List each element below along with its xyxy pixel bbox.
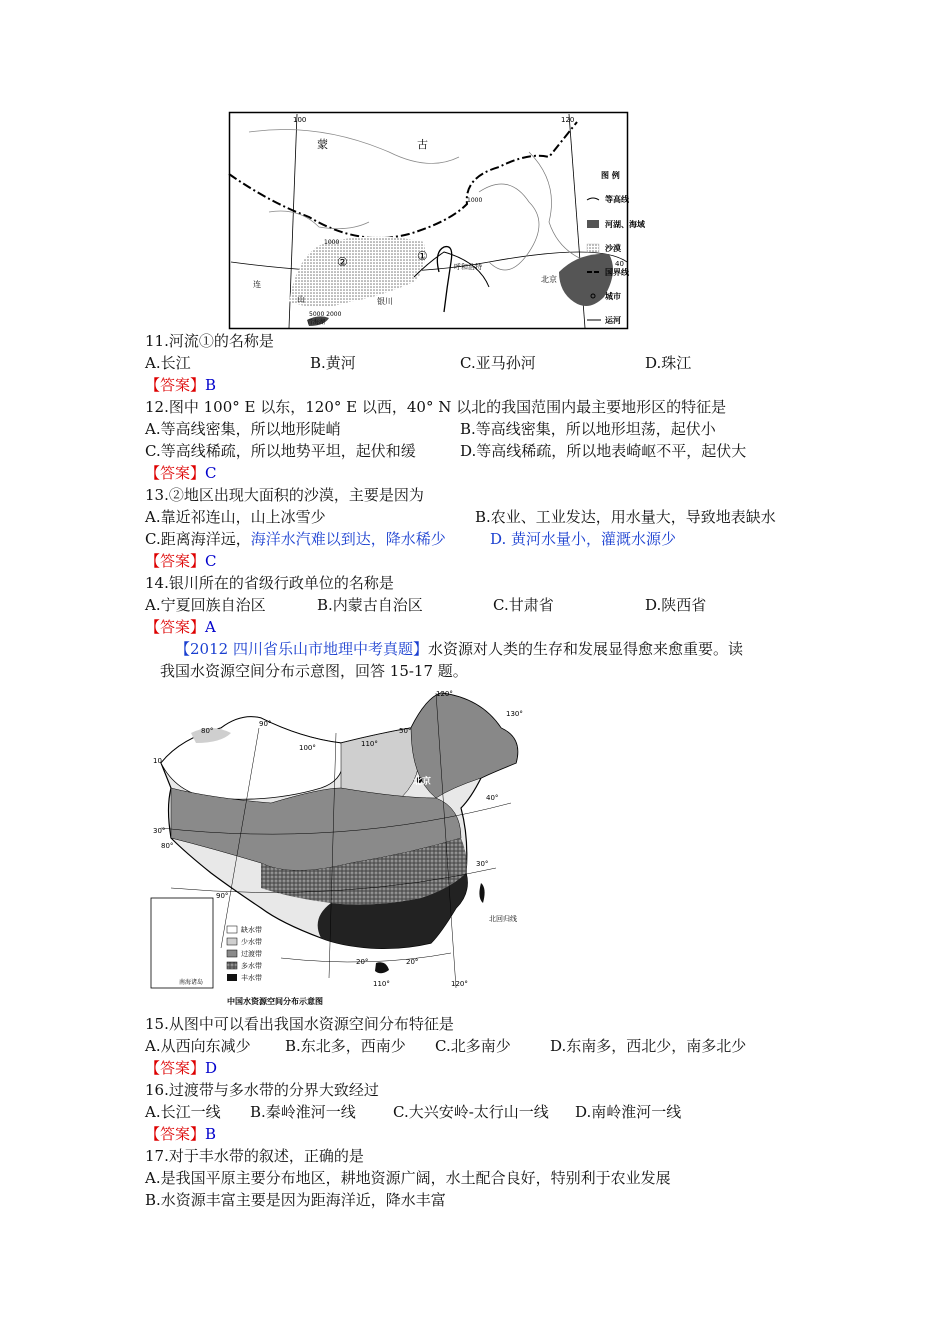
- label-hohhot: 呼和浩特: [454, 263, 482, 271]
- q14-option-c[interactable]: C.甘肃省: [493, 596, 554, 614]
- legend-desert: 沙漠: [605, 244, 621, 253]
- q12-options-cd: [145, 440, 825, 462]
- q17-option-b[interactable]: B.水资源丰富主要是因为距海洋近，降水丰富: [145, 1191, 446, 1209]
- legend-city: 城市: [605, 292, 621, 301]
- q13-option-d[interactable]: D. 黄河水量小，灌溉水源少: [490, 530, 677, 548]
- q11-stem: 11.河流①的名称是: [145, 332, 274, 350]
- q17-stem: 17.对于丰水带的叙述，正确的是: [145, 1147, 364, 1165]
- q16-option-b[interactable]: B.秦岭淮河一线: [250, 1103, 356, 1121]
- q14-stem: 14.银川所在的省级行政单位的名称是: [145, 574, 394, 592]
- intro-source: 【2012 四川省乐山市地理中考真题】: [175, 640, 428, 658]
- map-north-china-svg: [229, 112, 645, 330]
- q15-options: [145, 1035, 825, 1057]
- q11-option-d[interactable]: D.珠江: [645, 354, 692, 372]
- q16-stem: 16.过渡带与多水带的分界大致经过: [145, 1081, 379, 1099]
- q15-stem: 15.从图中可以看出我国水资源空间分布特征是: [145, 1015, 454, 1033]
- answer-value: B: [205, 376, 217, 394]
- answer-value: C: [205, 464, 217, 482]
- legend-canal: 运河: [605, 316, 621, 325]
- q13-option-b[interactable]: B.农业、工业发达，用水量大，导致地表缺水: [475, 508, 776, 526]
- document-page: [145, 112, 825, 1211]
- q11-option-a[interactable]: A.长江: [145, 354, 191, 372]
- q11-options: [145, 352, 825, 374]
- label-contour-1000a: 1000: [324, 239, 340, 246]
- q14-option-a[interactable]: A.宁夏回族自治区: [145, 596, 266, 614]
- intro-text-1: 水资源对人类的生存和发展显得愈来愈重要。读: [427, 640, 743, 658]
- q11-option-c[interactable]: C.亚马孙河: [460, 354, 536, 372]
- q12-options-ab: [145, 418, 825, 440]
- q11-answer: [145, 374, 825, 396]
- map-water-resources: [151, 688, 531, 1013]
- answer-label: 【答案】: [145, 464, 206, 482]
- q12-option-d[interactable]: D.等高线稀疏，所以地表崎岖不平，起伏大: [460, 442, 747, 460]
- m2-beijing: 北京: [413, 777, 432, 787]
- m2-l10: 10: [153, 757, 162, 765]
- label-qinghai: 青海湖: [307, 319, 326, 326]
- q16-option-c[interactable]: C.大兴安岭-太行山一线: [393, 1103, 549, 1121]
- intro-line-2: 我国水资源空间分布示意图，回答 15-17 题。: [160, 662, 468, 680]
- m2-l80: 80°: [201, 727, 214, 735]
- m2-l20b: 20°: [406, 958, 419, 966]
- map2-caption: 中国水资源空间分布示意图: [227, 997, 323, 1006]
- q13-option-c[interactable]: [145, 528, 446, 550]
- m2-l30: 30°: [476, 860, 489, 868]
- legend-abundant: 丰水带: [241, 974, 262, 982]
- legend-transition: 过渡带: [241, 950, 262, 958]
- m2-scs: 南海诸岛: [179, 979, 204, 986]
- m2-l30b: 30°: [153, 827, 166, 835]
- q13-option-c-head: C.距离海洋远，: [145, 530, 251, 548]
- q14-option-b[interactable]: B.内蒙古自治区: [317, 596, 423, 614]
- legend-border: 国界线: [605, 268, 629, 277]
- label-river-1: ①: [417, 249, 428, 263]
- legend-water: 河湖、海域: [605, 220, 645, 229]
- label-contour-5000: 5000 2000: [309, 311, 342, 318]
- q13-options-cd: [145, 528, 825, 550]
- q17-option-a[interactable]: A.是我国平原主要分布地区，耕地资源广阔，水土配合良好，特别利于农业发展: [145, 1169, 671, 1187]
- m2-l120b: 120°: [451, 980, 468, 988]
- q13-answer: [145, 550, 825, 572]
- m2-l130: 130°: [506, 710, 523, 718]
- answer-label: 【答案】: [145, 552, 206, 570]
- q12-option-b[interactable]: B.等高线密集，所以地形坦荡，起伏小: [460, 420, 716, 438]
- q16-option-d[interactable]: D.南岭淮河一线: [575, 1103, 682, 1121]
- m2-l80b: 80°: [161, 842, 174, 850]
- map-water-resources-svg: [151, 688, 531, 1013]
- m2-l40: 40°: [486, 794, 499, 802]
- q12-option-c[interactable]: C.等高线稀疏，所以地势平坦，起伏和缓: [145, 442, 416, 460]
- map2-legend: [227, 925, 262, 982]
- q13-stem: 13.②地区出现大面积的沙漠，主要是因为: [145, 486, 424, 504]
- q15-option-d[interactable]: D.东南多，西北少，南多北少: [550, 1037, 747, 1055]
- label-beijing: 北京: [541, 275, 557, 284]
- label-lon100: 100: [293, 116, 307, 124]
- q13-option-a[interactable]: A.靠近祁连山，山上冰雪少: [145, 508, 326, 526]
- answer-value: D: [205, 1059, 218, 1077]
- legend-little: 少水带: [241, 938, 262, 946]
- label-area-2: ②: [337, 255, 348, 269]
- q16-options: [145, 1101, 825, 1123]
- answer-value: C: [205, 552, 217, 570]
- label-mongolia-1: 蒙: [317, 138, 328, 151]
- q14-options: [145, 594, 825, 616]
- m2-tropic: 北回归线: [489, 915, 517, 923]
- answer-label: 【答案】: [145, 376, 206, 394]
- answer-label: 【答案】: [145, 1125, 206, 1143]
- m2-l90: 90°: [259, 720, 272, 728]
- m2-l120: 120°: [436, 690, 453, 698]
- answer-label: 【答案】: [145, 618, 206, 636]
- label-lat40: 40: [615, 260, 624, 268]
- map-north-china: [229, 112, 645, 330]
- label-contour-1000b: 1000: [467, 197, 483, 204]
- q14-option-d[interactable]: D.陕西省: [645, 596, 707, 614]
- answer-value: B: [205, 1125, 217, 1143]
- legend-lack: 缺水带: [241, 926, 262, 934]
- m2-l90b: 90°: [216, 892, 229, 900]
- answer-label: 【答案】: [145, 1059, 206, 1077]
- answer-value: A: [205, 618, 216, 636]
- m2-l50: 50°: [399, 727, 412, 735]
- q16-option-a[interactable]: A.长江一线: [145, 1103, 221, 1121]
- label-lon120: 120: [561, 116, 575, 124]
- m2-l20a: 20°: [356, 958, 369, 966]
- q13-options-ab: [145, 506, 825, 528]
- q13-option-c-tail: 海洋水汽难以到达，降水稀少: [250, 530, 446, 548]
- legend-title: 图 例: [601, 171, 620, 180]
- q15-option-b[interactable]: B.东北多，西南少: [285, 1037, 406, 1055]
- q11-option-b[interactable]: B.黄河: [310, 354, 356, 372]
- m2-l110: 110°: [361, 740, 378, 748]
- q15-answer: [145, 1057, 825, 1079]
- legend-more: 多水带: [241, 962, 262, 970]
- label-qilian: 连: [253, 280, 261, 289]
- intro-line-1: [145, 638, 825, 660]
- legend-contour: 等高线: [605, 195, 629, 204]
- q12-option-a[interactable]: A.等高线密集，所以地形陡峭: [145, 420, 341, 438]
- m2-l100: 100°: [299, 744, 316, 752]
- label-mongolia-2: 古: [417, 138, 428, 151]
- label-shan: 山: [297, 295, 305, 304]
- q12-answer: [145, 462, 825, 484]
- q15-option-c[interactable]: C.北多南少: [435, 1037, 511, 1055]
- q16-answer: [145, 1123, 825, 1145]
- label-yinchuan: 银川: [377, 297, 393, 306]
- m2-l110b: 110°: [373, 980, 390, 988]
- q14-answer: [145, 616, 825, 638]
- q15-option-a[interactable]: A.从西向东减少: [145, 1037, 251, 1055]
- q12-stem: 12.图中 100° E 以东，120° E 以西，40° N 以北的我国范围内最主要地形区的特征是: [145, 398, 727, 416]
